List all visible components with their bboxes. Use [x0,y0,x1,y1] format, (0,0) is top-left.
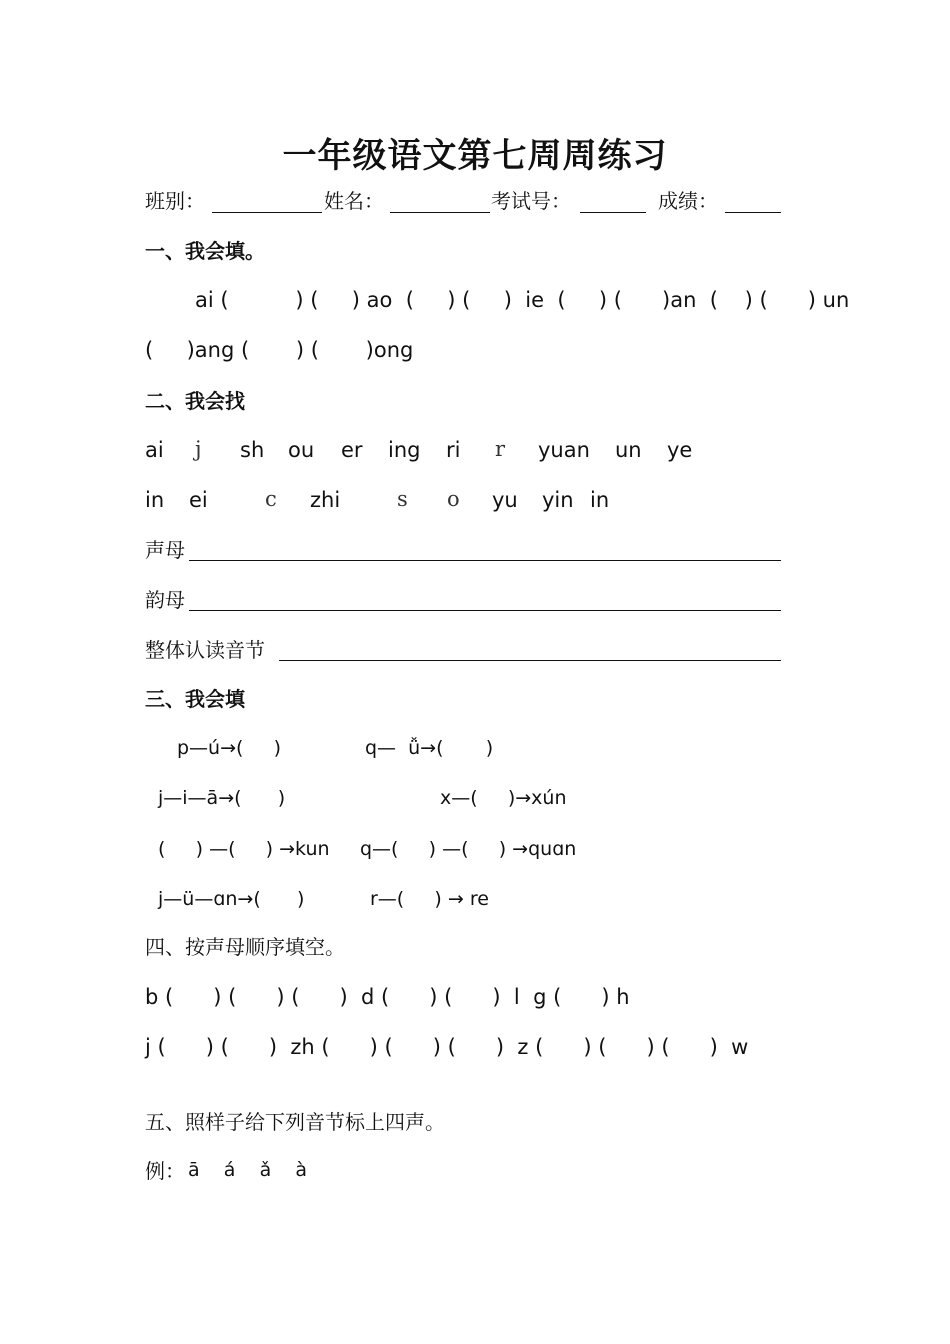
exam-no-label: 考试号： [491,189,571,213]
yunmu-answer-line[interactable] [189,610,781,611]
shengmu-answer-line[interactable] [189,560,781,561]
s3-row-4-left: j—ü—ɑn→( ) [158,888,305,910]
page-title: 一年级语文第七周周练习 [282,136,668,176]
zhengti-answer-line[interactable] [279,660,781,661]
section-5-heading: 五、照样子给下列音节标上四声。 [145,1110,445,1134]
example-tones: ā á ǎ à [188,1159,308,1181]
s2-row-1-item: er [341,438,363,462]
s2-row-2-item: o [447,487,460,511]
s2-row-1-item: j [195,437,202,461]
s2-row-1-item: ai [145,438,164,462]
s2-row-1-item: ri [446,438,461,462]
s2-row-2-item: c [265,487,277,511]
s2-row-2-item: yu [492,488,518,512]
s2-row-2-item: yin [542,488,574,512]
s2-row-1-item: sh [240,438,265,462]
shengmu-label: 声母 [145,538,185,562]
s4-row-1: b ( ) ( ) ( ) d ( ) ( ) l g ( ) h [145,985,630,1009]
s2-row-2-item: zhi [310,488,341,512]
s3-row-2-right: x—( )→xún [440,787,567,809]
s2-row-1-item: ye [667,438,693,462]
s2-row-2-item: s [397,487,408,511]
s2-row-1-item: r [495,437,506,461]
s2-row-2-item: in [590,488,610,512]
s3-row-3-right: q—( ) —( ) →quɑn [360,838,577,860]
s1-row-2: ( )ang ( ) ( )ong [145,338,414,362]
s2-row-1-item: un [615,438,642,462]
s2-row-1-item: ing [388,438,421,462]
score-blank[interactable] [725,212,781,213]
zhengti-label: 整体认读音节 [145,638,265,662]
s2-row-1-item: yuan [538,438,590,462]
s2-row-2-item: ei [189,488,208,512]
exam-no-blank[interactable] [580,212,646,213]
s3-row-1-left: p—ú→( ) [177,737,282,759]
s3-row-1-right: q— ǚ→( ) [365,737,494,759]
example-label: 例： [145,1159,185,1183]
s4-row-2: j ( ) ( ) zh ( ) ( ) ( ) z ( ) ( ) ( ) w [145,1035,749,1059]
name-blank[interactable] [390,212,490,213]
name-label: 姓名： [324,189,384,213]
s3-row-2-left: j—i—ā→( ) [158,787,286,809]
score-label: 成绩： [658,189,718,213]
section-1-heading: 一、我会填。 [145,239,265,263]
s2-row-2-item: in [145,488,165,512]
s1-row-1: ai ( ) ( ) ao ( ) ( ) ie ( ) ( )an ( ) ( ) un [195,288,850,312]
section-2-heading: 二、我会找 [145,389,245,413]
s3-row-3-left: ( ) —( ) →kun [158,838,330,860]
s2-row-1-item: ou [288,438,315,462]
yunmu-label: 韵母 [145,588,185,612]
class-blank[interactable] [212,212,322,213]
class-label: 班别： [145,189,205,213]
section-4-heading: 四、按声母顺序填空。 [145,935,345,959]
section-3-heading: 三、我会填 [145,687,245,711]
s3-row-4-right: r—( ) → re [370,888,489,910]
